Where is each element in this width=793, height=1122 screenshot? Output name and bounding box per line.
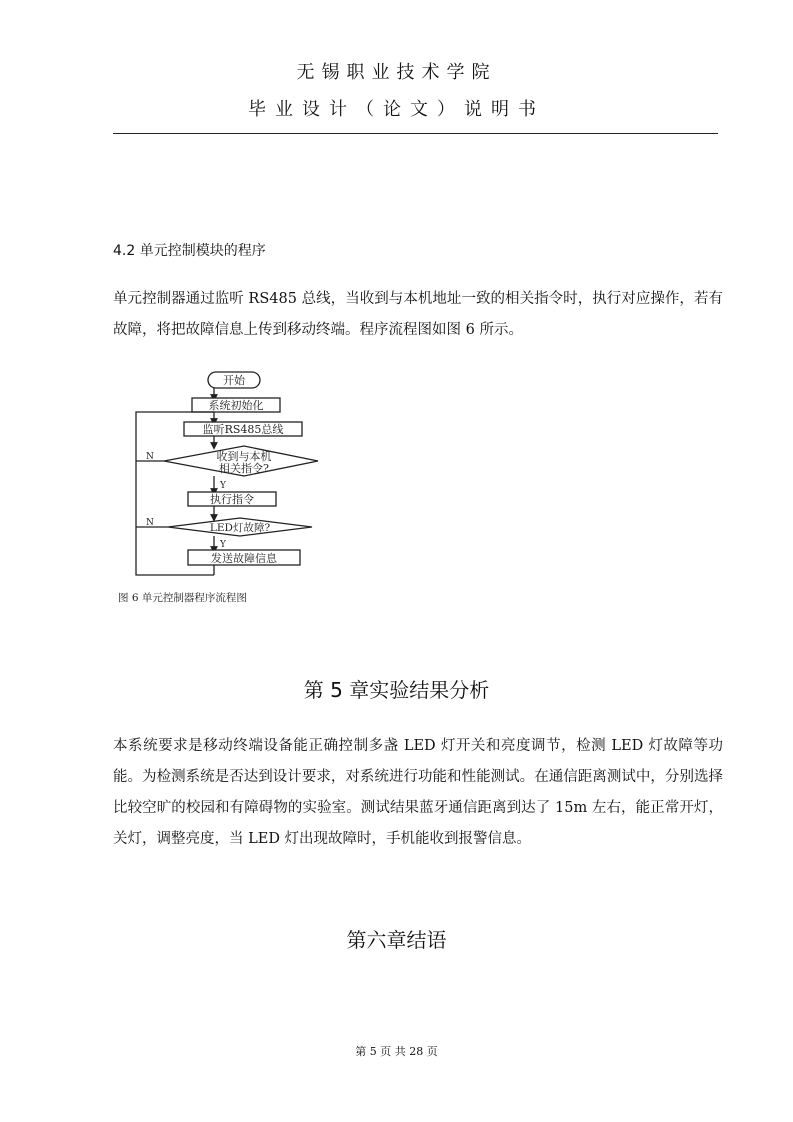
school-name: 无锡职业技术学院 [296,62,497,83]
start-label: 开始 [223,374,245,387]
flowchart-svg [116,368,341,608]
yes-label-1: Y [220,481,226,491]
send-label: 发送故障信息 [211,552,277,565]
decision1-line2: 相关指令? [219,462,269,475]
document-title: 毕业设计（论文）说明书 [248,99,545,120]
decision1-line1: 收到与本机 [216,450,272,463]
yes-label-2: Y [220,540,226,550]
page-number: 第 5 页 共 28 页 [355,1045,438,1058]
listen-label: 监听RS485总线 [202,423,284,436]
decision2-label: LED灯故障? [209,522,271,534]
no-label-2: N [146,518,154,528]
flowchart-figure [116,368,341,608]
section-heading: 4.2 单元控制模块的程序 [113,243,266,259]
chapter-5-paragraph: 本系统要求是移动终端设备能正确控制多盏 LED 灯开关和亮度调节，检测 LED 灯故障等功能。为检测系统是否达到设计要求，对系统进行功能和性能测试。在通信距离测试中，分别选择比较空旷的校园和有障碍物的实验室。测试结果蓝牙通信距离到达了 15m 左右，能正常开灯，关灯，调整亮度，当 LED 灯出现故障时，手机能收到报警信息。 [113,738,723,847]
no-label-1: N [146,452,154,462]
chapter-5-title: 第 5 章实验结果分析 [303,678,490,702]
init-label: 系统初始化 [208,399,264,412]
figure-caption: 图 6 单元控制器程序流程图 [118,592,247,604]
section-paragraph: 单元控制器通过监听 RS485 总线，当收到与本机地址一致的相关指令时，执行对应操作，若有故障，将把故障信息上传到移动终端。程序流程图如图 6 所示。 [113,291,723,338]
execute-label: 执行指令 [210,493,254,506]
chapter-6-title: 第六章结语 [346,928,447,952]
header-divider [113,133,718,134]
